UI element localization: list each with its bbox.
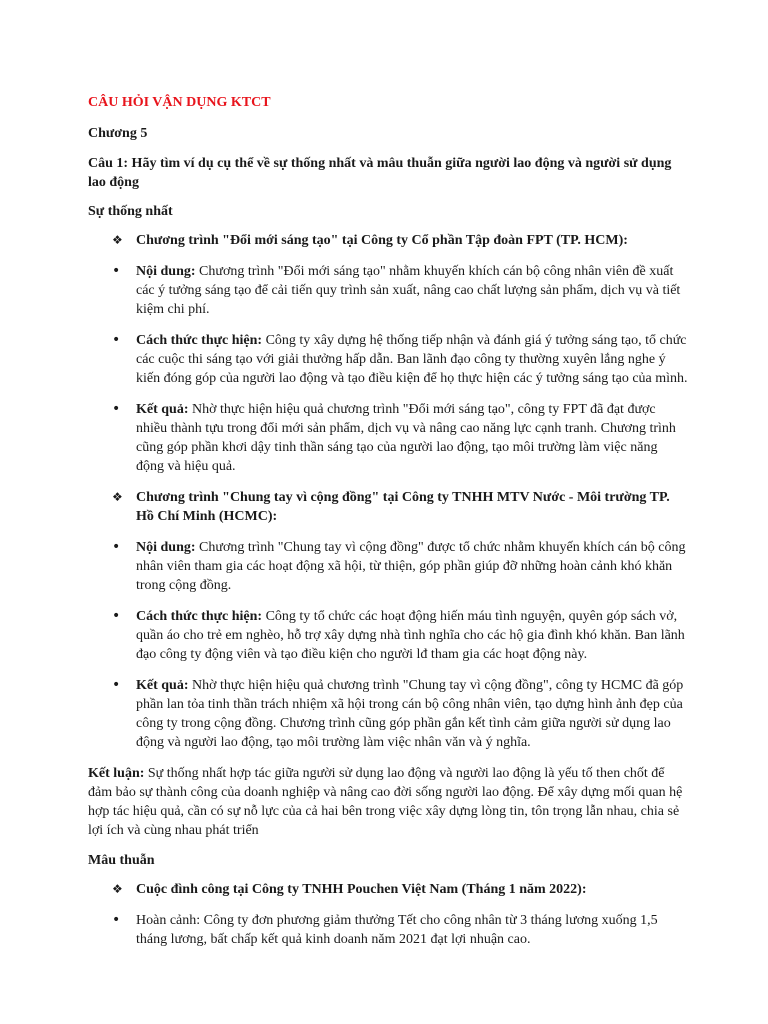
item-text: Chương trình "Đổi mới sáng tạo" nhằm khuyến khích cán bộ công nhân viên đề xuất các ý tưởng sáng tạo để cải tiến quy trình sản xuất, nâng cao chất lượng sản phẩm, dịch vụ và tiết kiệm chi phí. bbox=[136, 264, 681, 317]
list-item bbox=[88, 676, 688, 752]
item-text: Hoàn cảnh: Công ty đơn phương giảm thưởng Tết cho công nhân từ 3 tháng lương xuống 1,5 tháng lương, bất chấp kết quả kinh doanh năm 2021 đạt lợi nhuận cao. bbox=[136, 913, 658, 947]
list-item bbox=[88, 400, 688, 476]
conclusion-paragraph bbox=[88, 764, 688, 840]
bullet-icon: • bbox=[112, 912, 121, 928]
program-2-title: Chương trình "Chung tay vì cộng đồng" tại Công ty TNHH MTV Nước - Môi trường TP. Hồ Chí Minh (HCMC): bbox=[136, 490, 670, 524]
bullet-icon: • bbox=[112, 263, 121, 279]
section-conflict-heading: Mâu thuẫn bbox=[88, 853, 155, 868]
list-item bbox=[88, 262, 688, 319]
diamond-bullet-icon: ❖ bbox=[112, 490, 123, 504]
bullet-icon: • bbox=[112, 401, 121, 417]
list-item bbox=[88, 911, 688, 949]
section-unity-heading: Sự thống nhất bbox=[88, 204, 173, 219]
strike-heading bbox=[88, 880, 688, 899]
item-text: Công ty xây dựng hệ thống tiếp nhận và đánh giá ý tưởng sáng tạo, tổ chức các cuộc thi sáng tạo với giải thưởng hấp dẫn. Ban lãnh đạo công ty thường xuyên lắng nghe ý kiến đóng góp của người lao động và tạo điều kiện để họ thực hiện các ý tưởng sáng tạo của mình. bbox=[136, 333, 688, 386]
program-2-heading bbox=[88, 488, 688, 526]
document-title: CÂU HỎI VẬN DỤNG KTCT bbox=[88, 95, 271, 110]
program-1-title: Chương trình "Đổi mới sáng tạo" tại Công ty Cổ phần Tập đoàn FPT (TP. HCM): bbox=[136, 233, 628, 248]
bullet-icon: • bbox=[112, 677, 121, 693]
bullet-icon: • bbox=[112, 539, 121, 555]
list-item bbox=[88, 538, 688, 595]
bullet-icon: • bbox=[112, 332, 121, 348]
item-text: Nhờ thực hiện hiệu quả chương trình "Đổi mới sáng tạo", công ty FPT đã đạt được nhiều thành tựu trong đổi mới sản phẩm, dịch vụ và nâng cao năng lực cạnh tranh. Chương trình cũng góp phần khơi dậy tinh thần sáng tạo của người lao động, tạo môi trường làm việc năng động và hiệu quả. bbox=[136, 402, 676, 474]
item-text: Chương trình "Chung tay vì cộng đồng" được tổ chức nhằm khuyến khích cán bộ công nhân viên tham gia các hoạt động xã hội, từ thiện, góp phần giúp đỡ những hoàn cảnh khó khăn trong cộng đồng. bbox=[136, 540, 686, 593]
item-label: Nội dung: bbox=[136, 264, 196, 279]
conclusion-text: Sự thống nhất hợp tác giữa người sử dụng lao động và người lao động là yếu tố then chốt để đảm bảo sự thành công của doanh nghiệp và nâng cao đời sống người lao động. Để xây dựng mối quan hệ hợp tác hiệu quả, cần có sự nỗ lực của cả hai bên trong việc xây dựng lòng tin, tôn trọng lẫn nhau, chia sẻ lợi ích và cùng nhau phát triển bbox=[88, 766, 683, 838]
program-1-heading bbox=[88, 231, 688, 250]
item-label: Cách thức thực hiện: bbox=[136, 333, 263, 348]
question-heading: Câu 1: Hãy tìm ví dụ cụ thể về sự thống nhất và mâu thuẫn giữa người lao động và người sử dụng lao động bbox=[88, 156, 672, 190]
list-item bbox=[88, 331, 688, 388]
diamond-bullet-icon: ❖ bbox=[112, 882, 123, 896]
bullet-icon: • bbox=[112, 608, 121, 624]
item-label: Cách thức thực hiện: bbox=[136, 609, 263, 624]
conclusion-label: Kết luận: bbox=[88, 766, 145, 781]
item-text: Công ty tổ chức các hoạt động hiến máu tình nguyện, quyên góp sách vở, quần áo cho trẻ em nghèo, hỗ trợ xây dựng nhà tình nghĩa cho các hộ gia đình khó khăn. Ban lãnh đạo công ty động viên và tạo điều kiện cho người lđ tham gia các hoạt động này. bbox=[136, 609, 685, 662]
item-label: Nội dung: bbox=[136, 540, 196, 555]
chapter-heading: Chương 5 bbox=[88, 126, 148, 141]
item-text: Nhờ thực hiện hiệu quả chương trình "Chung tay vì cộng đồng", công ty HCMC đã góp phần lan tỏa tinh thần trách nhiệm xã hội trong cán bộ công nhân viên, tạo dựng hình ảnh đẹp của công ty trong cộng đồng. Chương trình cũng góp phần gắn kết tình cảm giữa người sử dụng lao động và người lao động, tạo môi trường làm việc nhân văn và ý nghĩa. bbox=[136, 678, 684, 750]
item-label: Kết quả: bbox=[136, 402, 189, 417]
list-item bbox=[88, 607, 688, 664]
item-label: Kết quả: bbox=[136, 678, 189, 693]
strike-title: Cuộc đình công tại Công ty TNHH Pouchen Việt Nam (Tháng 1 năm 2022): bbox=[136, 882, 587, 897]
diamond-bullet-icon: ❖ bbox=[112, 233, 123, 247]
